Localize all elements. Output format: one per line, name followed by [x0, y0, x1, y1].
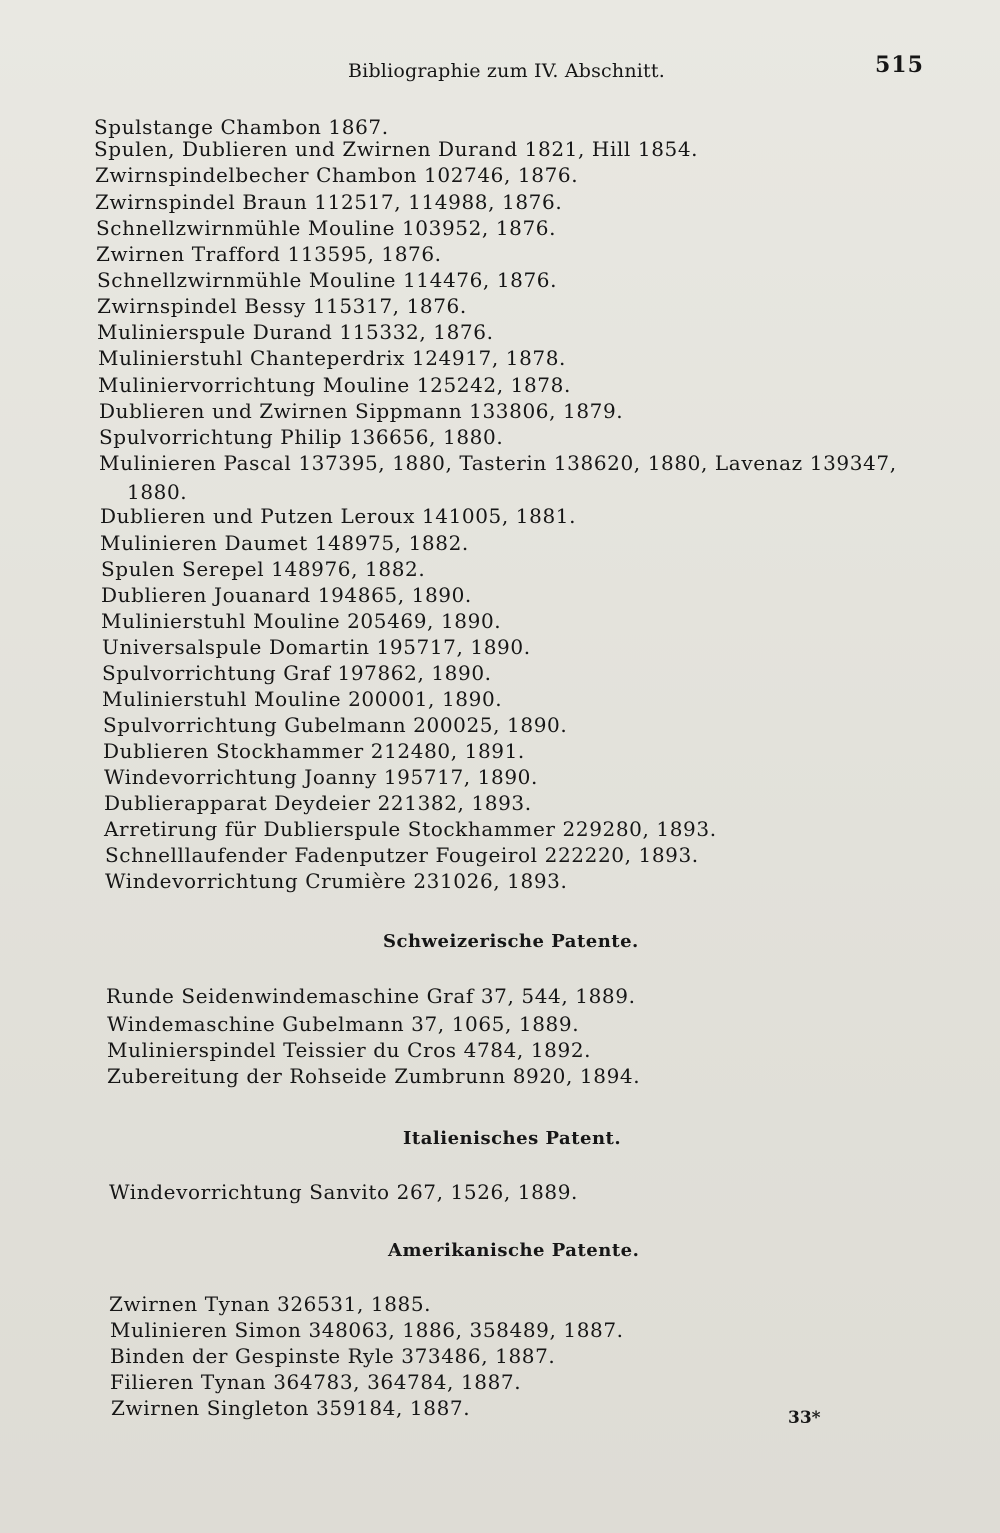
list-item: Zwirnen Tynan 326531, 1885.: [109, 1292, 432, 1316]
list-item: Schnellzwirnmühle Mouline 103952, 1876.: [96, 216, 557, 240]
list-item: Spulstange Chambon 1867.: [94, 115, 389, 139]
list-item: Spulvorrichtung Gubelmann 200025, 1890.: [103, 713, 568, 737]
list-item: Mulinierstuhl Chanteperdrix 124917, 1878.: [98, 346, 567, 370]
list-item: Dublieren und Putzen Leroux 141005, 1881.: [100, 504, 577, 528]
list-item: Runde Seidenwindemaschine Graf 37, 544, 1889.: [106, 984, 636, 1008]
list-item: Dublierapparat Deydeier 221382, 1893.: [104, 791, 532, 815]
list-item: Mulinierspule Durand 115332, 1876.: [97, 320, 494, 344]
list-item: Zwirnen Singleton 359184, 1887.: [111, 1396, 471, 1420]
list-item: Windevorrichtung Joanny 195717, 1890.: [104, 765, 538, 789]
list-item: Zubereitung der Rohseide Zumbrunn 8920, 1894.: [107, 1064, 641, 1088]
list-item: Mulinierstuhl Mouline 200001, 1890.: [102, 687, 503, 711]
list-item: Windemaschine Gubelmann 37, 1065, 1889.: [107, 1012, 580, 1036]
list-item: Schnelllaufender Fadenputzer Fougeirol 222220, 1893.: [105, 843, 699, 867]
list-item: Spulen Serepel 148976, 1882.: [101, 557, 426, 581]
list-item: Spulvorrichtung Graf 197862, 1890.: [102, 661, 492, 685]
list-item: Mulinierstuhl Mouline 205469, 1890.: [101, 609, 502, 633]
section-heading-italian: Italienisches Patent.: [403, 1128, 622, 1149]
list-item: Dublieren Stockhammer 212480, 1891.: [103, 739, 525, 763]
page-title: Bibliographie zum IV. Abschnitt.: [348, 60, 665, 82]
list-item: Windevorrichtung Sanvito 267, 1526, 1889.: [109, 1180, 579, 1204]
list-item: Zwirnspindel Bessy 115317, 1876.: [97, 294, 467, 318]
list-item: Binden der Gespinste Ryle 373486, 1887.: [110, 1344, 556, 1368]
list-item: Windevorrichtung Crumière 231026, 1893.: [105, 869, 568, 893]
list-item: Arretirung für Dublierspule Stockhammer 229280, 1893.: [104, 817, 717, 841]
list-item: Filieren Tynan 364783, 364784, 1887.: [110, 1370, 522, 1394]
section-heading-american: Amerikanische Patente.: [388, 1240, 640, 1261]
list-item: Zwirnspindel Braun 112517, 114988, 1876.: [95, 190, 563, 214]
list-item-continuation: 1880.: [127, 480, 188, 504]
list-item: Schnellzwirnmühle Mouline 114476, 1876.: [97, 268, 558, 292]
list-item: Spulen, Dublieren und Zwirnen Durand 1821, Hill 1854.: [94, 137, 699, 161]
list-item: Mulinieren Daumet 148975, 1882.: [100, 531, 469, 555]
list-item: Muliniervorrichtung Mouline 125242, 1878.: [98, 373, 571, 397]
list-item: Universalspule Domartin 195717, 1890.: [102, 635, 531, 659]
list-item: Dublieren Jouanard 194865, 1890.: [101, 583, 472, 607]
section-heading-swiss: Schweizerische Patente.: [383, 931, 639, 952]
list-item: Mulinieren Simon 348063, 1886, 358489, 1887.: [110, 1318, 624, 1342]
signature-mark: 33*: [788, 1408, 821, 1428]
page-number: 515: [875, 52, 924, 78]
list-item: Zwirnspindelbecher Chambon 102746, 1876.: [95, 163, 579, 187]
list-item: Dublieren und Zwirnen Sippmann 133806, 1879.: [99, 399, 624, 423]
list-item: Spulvorrichtung Philip 136656, 1880.: [99, 425, 504, 449]
list-item: Mulinieren Pascal 137395, 1880, Tasterin 138620, 1880, Lavenaz 139347,: [99, 451, 897, 475]
list-item: Zwirnen Trafford 113595, 1876.: [96, 242, 442, 266]
list-item: Mulinierspindel Teissier du Cros 4784, 1892.: [107, 1038, 592, 1062]
